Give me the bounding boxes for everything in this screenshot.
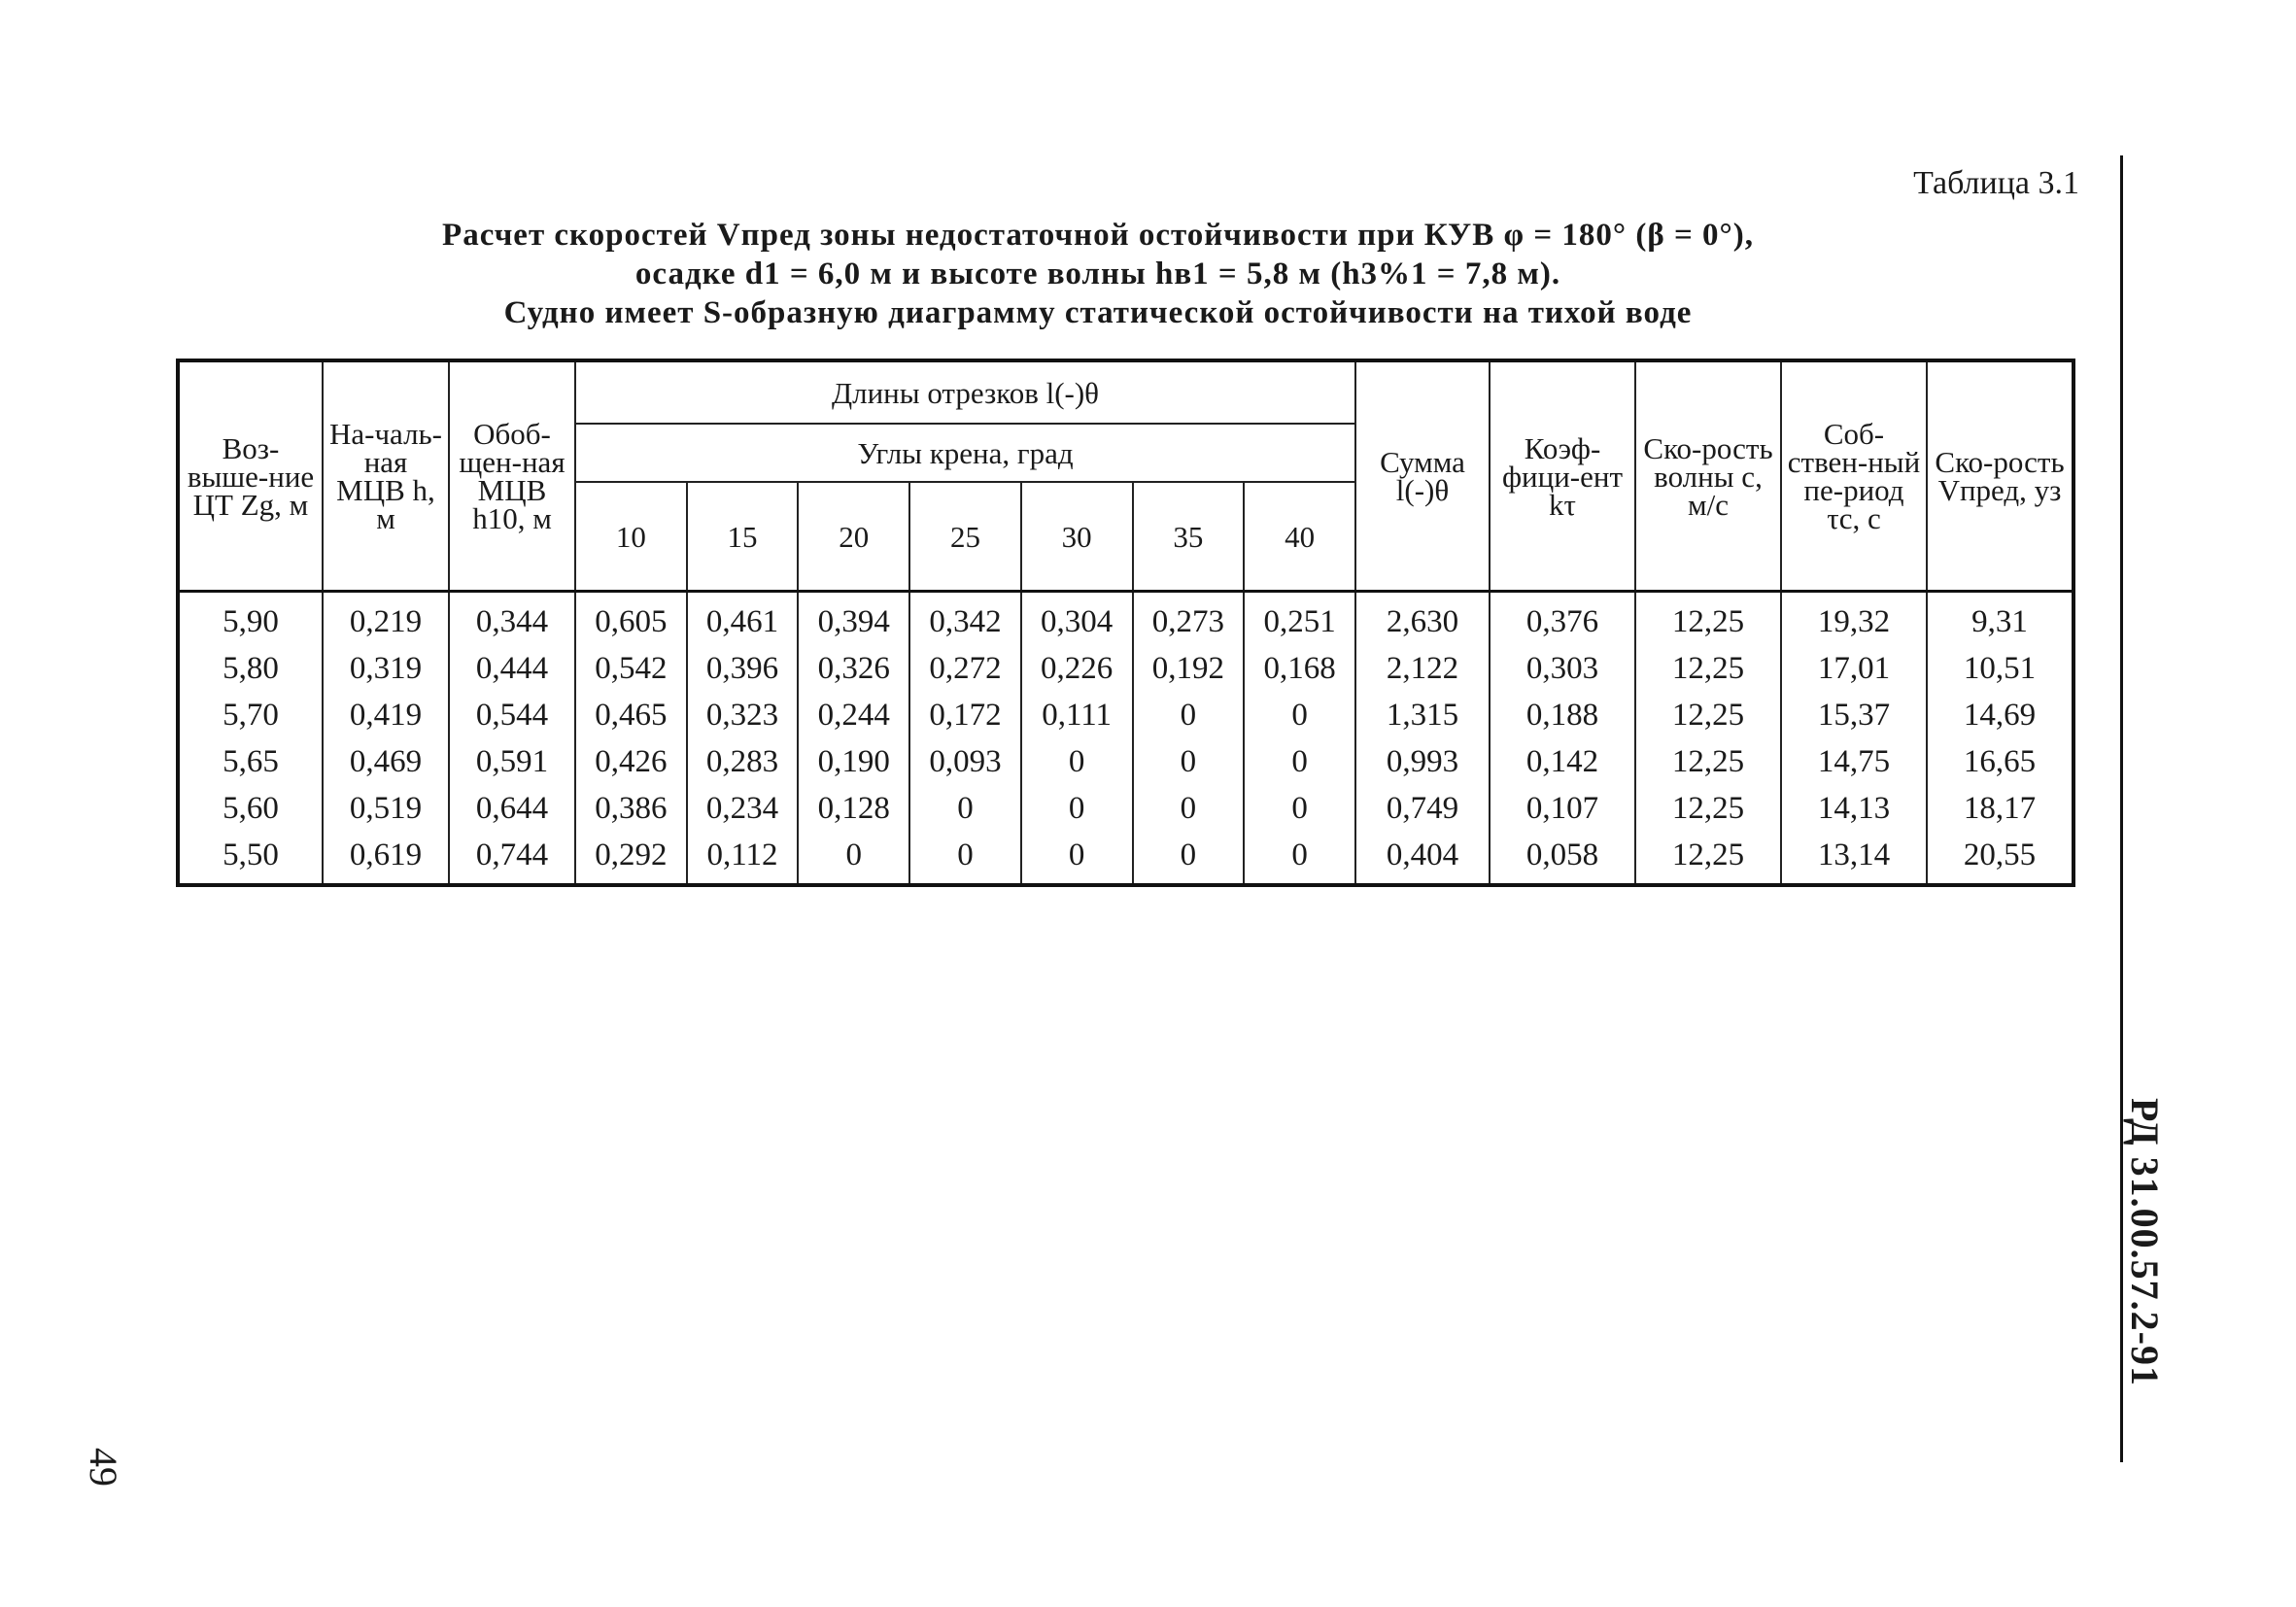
table-cell: 13,14 <box>1781 833 1927 885</box>
table-cell: 15,37 <box>1781 693 1927 739</box>
table-cell: 0,419 <box>323 693 449 739</box>
table-cell: 0,619 <box>323 833 449 885</box>
table-title <box>272 216 1924 332</box>
table-label: Таблица 3.1 <box>1913 165 2079 201</box>
table-cell: 0,172 <box>909 693 1021 739</box>
header-angle: 40 <box>1244 482 1355 592</box>
table-cell: 16,65 <box>1927 739 2073 786</box>
header-period: Соб-ствен-ный пе-риод τc, с <box>1781 360 1927 592</box>
table-cell: 0,283 <box>687 739 799 786</box>
header-angle: 15 <box>687 482 799 592</box>
table-cell: 0,319 <box>323 646 449 693</box>
table-cell: 0,111 <box>1021 693 1133 739</box>
table-cell: 5,65 <box>178 739 323 786</box>
table-row <box>178 646 2073 693</box>
header-coef: Коэф-фици-ент kτ <box>1490 360 1635 592</box>
table-cell: 0,386 <box>575 786 687 833</box>
header-h: На-чаль-ная МЦВ h, м <box>323 360 449 592</box>
table-cell: 0,744 <box>449 833 575 885</box>
table-cell: 0,396 <box>687 646 799 693</box>
table-cell: 0,226 <box>1021 646 1133 693</box>
header-sum: Сумма l(-)θ <box>1355 360 1490 592</box>
header-zg: Воз-выше-ние ЦТ Zg, м <box>178 360 323 592</box>
table-cell: 5,70 <box>178 693 323 739</box>
table-cell: 0 <box>1021 739 1133 786</box>
table-cell: 0 <box>1021 786 1133 833</box>
table-cell: 0,093 <box>909 739 1021 786</box>
table-cell: 0 <box>909 833 1021 885</box>
table-cell: 0 <box>1021 833 1133 885</box>
table-cell: 0,192 <box>1133 646 1245 693</box>
table-cell: 0,469 <box>323 739 449 786</box>
table-cell: 1,315 <box>1355 693 1490 739</box>
header-vpred: Ско-рость Vпред, уз <box>1927 360 2073 592</box>
header-angle: 35 <box>1133 482 1245 592</box>
table-row <box>178 786 2073 833</box>
table-cell: 0,304 <box>1021 592 1133 646</box>
table-cell: 0,519 <box>323 786 449 833</box>
table-cell: 0,542 <box>575 646 687 693</box>
table-cell: 0,644 <box>449 786 575 833</box>
table-cell: 0,605 <box>575 592 687 646</box>
table-cell: 5,90 <box>178 592 323 646</box>
header-angle: 10 <box>575 482 687 592</box>
table-cell: 0,444 <box>449 646 575 693</box>
table-cell: 9,31 <box>1927 592 2073 646</box>
table-cell: 0,272 <box>909 646 1021 693</box>
table-cell: 12,25 <box>1635 592 1781 646</box>
table-cell: 0 <box>1244 786 1355 833</box>
table-cell: 0,342 <box>909 592 1021 646</box>
title-line-1: Расчет скоростей Vпред зоны недостаточной остойчивости при КУВ φ = 180° (β = 0°), <box>442 218 1754 253</box>
table-row <box>178 592 2073 646</box>
table-cell: 0 <box>798 833 909 885</box>
table-cell: 0,591 <box>449 739 575 786</box>
table-cell: 0 <box>1244 693 1355 739</box>
table-cell: 0,303 <box>1490 646 1635 693</box>
table-cell: 0 <box>1244 739 1355 786</box>
table-cell: 0,058 <box>1490 833 1635 885</box>
document-code: РД 31.00.57.2-91 <box>2123 1098 2167 1386</box>
header-angle: 25 <box>909 482 1021 592</box>
table-cell: 0,107 <box>1490 786 1635 833</box>
table-cell: 19,32 <box>1781 592 1927 646</box>
table-cell: 14,13 <box>1781 786 1927 833</box>
stability-table <box>176 359 2075 887</box>
table-cell: 0,426 <box>575 739 687 786</box>
table-cell: 0,465 <box>575 693 687 739</box>
header-lengths-group: Длины отрезков l(-)θ <box>575 360 1355 424</box>
table-cell: 0 <box>909 786 1021 833</box>
table-cell: 2,630 <box>1355 592 1490 646</box>
table-cell: 2,122 <box>1355 646 1490 693</box>
table-cell: 0,251 <box>1244 592 1355 646</box>
title-line-2: осадке d1 = 6,0 м и высоте волны hв1 = 5,8 м (h3%1 = 7,8 м). <box>634 256 1561 291</box>
header-angles-group: Углы крена, град <box>575 424 1355 482</box>
page-number: 49 <box>82 1448 125 1487</box>
table-cell: 0,404 <box>1355 833 1490 885</box>
table-cell: 18,17 <box>1927 786 2073 833</box>
header-wave-speed: Ско-рость волны c, м/с <box>1635 360 1781 592</box>
table-row <box>178 833 2073 885</box>
table-cell: 0,190 <box>798 739 909 786</box>
table-cell: 14,75 <box>1781 739 1927 786</box>
table-cell: 17,01 <box>1781 646 1927 693</box>
table-cell: 5,60 <box>178 786 323 833</box>
header-h10: Обоб-щен-ная МЦВ h10, м <box>449 360 575 592</box>
table-cell: 0,234 <box>687 786 799 833</box>
table-cell: 5,50 <box>178 833 323 885</box>
table-cell: 10,51 <box>1927 646 2073 693</box>
table-cell: 0,344 <box>449 592 575 646</box>
table-cell: 0 <box>1244 833 1355 885</box>
table-cell: 5,80 <box>178 646 323 693</box>
table-cell: 0,273 <box>1133 592 1245 646</box>
table-row <box>178 693 2073 739</box>
table-cell: 20,55 <box>1927 833 2073 885</box>
table-cell: 0,323 <box>687 693 799 739</box>
title-line-3: Судно имеет S-образную диаграмму статической остойчивости на тихой воде <box>503 295 1693 330</box>
table-cell: 0,544 <box>449 693 575 739</box>
table-cell: 0,112 <box>687 833 799 885</box>
table-cell: 0 <box>1133 786 1245 833</box>
table-cell: 0,128 <box>798 786 909 833</box>
table-cell: 0,749 <box>1355 786 1490 833</box>
table-cell: 0,142 <box>1490 739 1635 786</box>
table-cell: 0,168 <box>1244 646 1355 693</box>
header-angle: 20 <box>798 482 909 592</box>
table-cell: 12,25 <box>1635 646 1781 693</box>
table-cell: 0 <box>1133 833 1245 885</box>
table-cell: 0 <box>1133 739 1245 786</box>
table-cell: 0,219 <box>323 592 449 646</box>
table-cell: 12,25 <box>1635 739 1781 786</box>
table-cell: 0,461 <box>687 592 799 646</box>
table-cell: 0,244 <box>798 693 909 739</box>
table-cell: 0,993 <box>1355 739 1490 786</box>
table-cell: 0,326 <box>798 646 909 693</box>
table-cell: 0,394 <box>798 592 909 646</box>
table-cell: 0,376 <box>1490 592 1635 646</box>
table-cell: 0 <box>1133 693 1245 739</box>
table-cell: 12,25 <box>1635 693 1781 739</box>
table-cell: 0,188 <box>1490 693 1635 739</box>
header-angle: 30 <box>1021 482 1133 592</box>
table-cell: 0,292 <box>575 833 687 885</box>
table-row <box>178 739 2073 786</box>
table-cell: 14,69 <box>1927 693 2073 739</box>
table-cell: 12,25 <box>1635 833 1781 885</box>
table-cell: 12,25 <box>1635 786 1781 833</box>
